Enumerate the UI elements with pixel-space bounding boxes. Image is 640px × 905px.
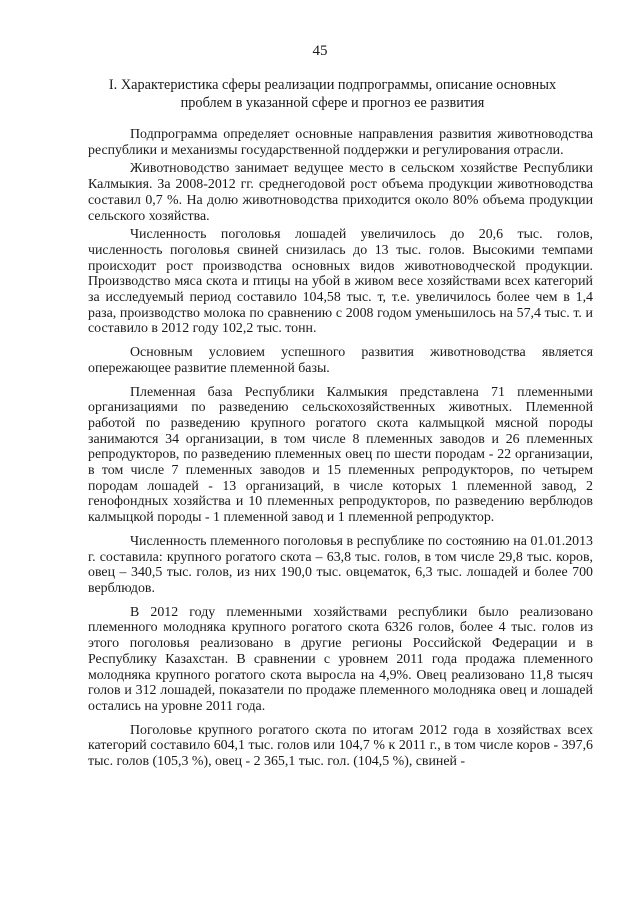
section-heading: I. Характеристика сферы реализации подпрограммы, описание основных проблем в указанной сфере и прогноз ее развития — [108, 77, 557, 111]
paragraph-5: Племенная база Республики Калмыкия представлена 71 племенными организациями по разведению сельскохозяйственных животных. Племенной работой по разведению крупного рогатого скота калмыцкой мясной породы занимаются 34 организации, в том числе 8 племенных заводов и 26 племенных репродукторов, по разведению племенных овец по шести породам - 22 организации, в том числе 7 племенных заводов и 15 племенных репродукторов, по четырем породам лошадей - 13 организаций, в числе которых 1 племенной завод, 2 генофондных хозяйства и 10 племенных репродукторов, по разведению верблюдов калмыцкой породы - 1 племенной завод и 1 племенной репродуктор. — [88, 384, 593, 526]
paragraph-7: В 2012 году племенными хозяйствами республики было реализовано племенного молодняка крупного рогатого скота 6326 голов, более 4 тыс. голов из этого поголовья реализовано в другие регионы Российской Федерации и в Республику Казахстан. В сравнении с уровнем 2011 года продажа племенного молодняка крупного рогатого скота выросла на 4,9%. Овец реализовано 11,8 тысяч голов и 312 лошадей, показатели по продаже племенного молодняка овец и лошадей остались на уровне 2011 года. — [88, 604, 593, 714]
paragraph-6: Численность племенного поголовья в республике по состоянию на 01.01.2013 г. составила: крупного рогатого скота – 63,8 тыс. голов, в том числе 29,8 тыс. коров, овец – 340,5 тыс. голов, из них 190,0 тыс. овцематок, 6,3 тыс. лошадей и более 700 верблюдов. — [88, 533, 593, 596]
paragraph-8: Поголовье крупного рогатого скота по итогам 2012 года в хозяйствах всех категорий составило 604,1 тыс. голов или 104,7 % к 2011 г., в том числе коров - 397,6 тыс. голов (105,3 %), овец - 2 365,1 тыс. гол. (104,5 %), свиней - — [88, 722, 593, 770]
body-text — [88, 127, 593, 778]
page-number: 45 — [312, 43, 328, 59]
paragraph-2: Животноводство занимает ведущее место в сельском хозяйстве Республики Калмыкия. За 2008-2012 гг. среднегодовой рост объема продукции животноводства составил 0,7 %. На долю животноводства приходится около 80% объема продукции сельского хозяйства. — [88, 161, 593, 224]
paragraph-4: Основным условием успешного развития животноводства является опережающее развитие племенной базы. — [88, 345, 593, 376]
paragraph-1: Подпрограмма определяет основные направления развития животноводства республики и механизмы государственной поддержки и регулирования отрасли. — [88, 127, 593, 158]
paragraph-3: Численность поголовья лошадей увеличилось до 20,6 тыс. голов, численность поголовья свиней снизилась до 13 тыс. голов. Высокими темпами происходит рост производства основных видов животноводческой продукции. Производство мяса скота и птицы на убой в живом весе хозяйствами всех категорий за исследуемый период составило 104,58 тыс. т, т.е. увеличилось более чем в 1,4 раза, производство молока по сравнению с 2008 годом уменьшилось на 57,4 тыс. т. и составило в 2012 году 102,2 тыс. тонн. — [88, 227, 593, 337]
